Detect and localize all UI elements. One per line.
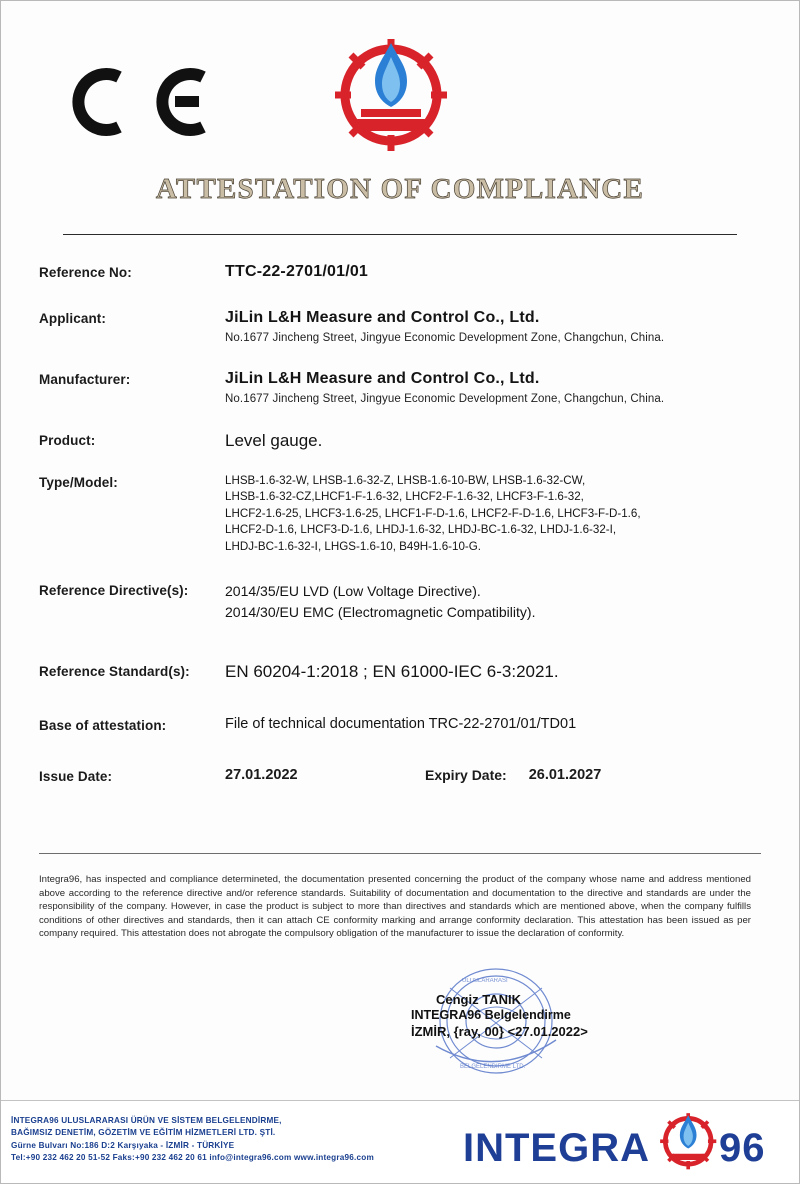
- signatory-organization: INTEGRA96 Belgelendirme: [411, 1008, 571, 1022]
- expiry-date-label: Expiry Date:: [425, 767, 507, 784]
- footer-logo-number: 96: [719, 1126, 766, 1170]
- type-model-line: LHCF2-D-1.6, LHCF3-D-1.6, LHDJ-1.6-32, LHDJ-BC-1.6-32, LHDJ-1.6-32-I,: [225, 523, 617, 537]
- applicant-address: No.1677 Jincheng Street, Jingyue Economic Development Zone, Changchun, China.: [225, 332, 665, 344]
- signatory-name: Cengiz TANIK: [436, 992, 521, 1007]
- issue-date-value: 27.01.2022: [225, 767, 298, 784]
- type-model-line: LHSB-1.6-32-CZ,LHCF1-F-1.6-32, LHCF2-F-1.6-32, LHCF3-F-1.6-32,: [225, 490, 584, 504]
- row-product: [1, 431, 799, 451]
- signature-area: [391, 966, 691, 1086]
- footer-logo-text: INTEGRA: [463, 1126, 650, 1170]
- applicant-label: Applicant:: [39, 311, 106, 326]
- manufacturer-label: Manufacturer:: [39, 372, 131, 387]
- row-type-model: [1, 473, 799, 555]
- expiry-date-value: 26.01.2027: [528, 767, 602, 784]
- reference-directives-label: Reference Directive(s):: [39, 583, 189, 599]
- issue-date-label: Issue Date:: [39, 768, 113, 784]
- reference-standards-value: EN 60204-1:2018 ; EN 61000-IEC 6-3:2021.: [225, 661, 559, 681]
- integra96-flame-gear-logo-icon: [331, 27, 451, 157]
- title-divider: [63, 234, 737, 235]
- type-model-line: LHCF2-1.6-25, LHCF3-1.6-25, LHCF1-F-D-1.6, LHCF2-F-D-1.6, LHCF3-F-D-1.6,: [225, 506, 641, 520]
- directive-line: 2014/30/EU EMC (Electromagnetic Compatibility).: [225, 603, 536, 620]
- footer-line: BAĞIMSIZ DENETİM, GÖZETİM VE EĞİTİM HİZMETLERİ LTD. ŞTİ.: [11, 1128, 276, 1138]
- product-label: Product:: [39, 433, 96, 448]
- fields-container: [1, 263, 799, 798]
- type-model-line: LHSB-1.6-32-W, LHSB-1.6-32-Z, LHSB-1.6-10-BW, LHSB-1.6-32-CW,: [225, 474, 586, 487]
- integra96-footer-logo-icon: [461, 1105, 791, 1179]
- footer-line: Tel:+90 232 462 20 51-52 Faks:+90 232 462 20 61 info@integra96.com www.integra96.com: [11, 1152, 374, 1162]
- document-footer: [1, 1100, 799, 1183]
- row-reference-standards: [1, 662, 799, 682]
- base-of-attestation-value: File of technical documentation TRC-22-2701/01/TD01: [225, 715, 577, 732]
- document-header: [1, 19, 799, 169]
- row-reference-no: [1, 263, 799, 281]
- manufacturer-value: [225, 370, 769, 405]
- footnote-text: Integra96, has inspected and compliance determineted, the documentation presented concerning the product of the company whose name and address mentioned above according to the reference directive and/or reference standards. Suitability of documentation and documentation to the directive and standards are under the responsibility of the company. However, in case the product is subject to more than directives and standards which are mentioned above, when the company fulfills conditions of other directives and standards, then it can attach CE conformity marking and arrange conformity declaration. This attestation has been issued as per company required. This attestation does not abrogate the compulsory obligation of the manufacturer to issue the declaration of conformity.: [39, 874, 751, 940]
- ce-mark-icon: [63, 57, 213, 147]
- reference-directives-value: [225, 581, 769, 622]
- signature-place-date: İZMİR, {ray, 00} <27.01.2022>: [411, 1024, 588, 1039]
- reference-no-value: TTC-22-2701/01/01: [225, 263, 369, 280]
- row-reference-directives: [1, 581, 799, 622]
- page-title: ATTESTATION OF COMPLIANCE: [155, 173, 645, 205]
- directive-line: 2014/35/EU LVD (Low Voltage Directive).: [225, 583, 481, 600]
- manufacturer-name: JiLin L&H Measure and Control Co., Ltd.: [225, 370, 540, 387]
- row-issue-expiry: [1, 767, 799, 784]
- footer-line: Gürne Bulvarı No:186 D:2 Karşıyaka - İZMİR - TÜRKİYE: [11, 1140, 235, 1150]
- manufacturer-address: No.1677 Jincheng Street, Jingyue Economic Development Zone, Changchun, China.: [225, 393, 665, 405]
- type-model-value: [225, 473, 769, 555]
- svg-text:ULUSLARARASI: ULUSLARARASI: [462, 978, 508, 984]
- document-title-wrap: [1, 173, 799, 206]
- row-applicant: [1, 309, 799, 344]
- footer-line: İNTEGRA96 ULUSLARARASI ÜRÜN VE SİSTEM BELGELENDİRME,: [11, 1116, 282, 1125]
- reference-standards-label: Reference Standard(s):: [39, 663, 190, 679]
- row-base-of-attestation: [1, 716, 799, 733]
- applicant-name: JiLin L&H Measure and Control Co., Ltd.: [225, 309, 540, 326]
- product-value: Level gauge.: [225, 431, 323, 450]
- footnote-divider: [39, 853, 761, 854]
- reference-no-label: Reference No:: [39, 265, 132, 280]
- base-of-attestation-label: Base of attestation:: [39, 717, 167, 733]
- svg-text:BELGELENDIRME LTD.: BELGELENDIRME LTD.: [460, 1064, 526, 1070]
- type-model-label: Type/Model:: [39, 475, 118, 490]
- type-model-line: LHDJ-BC-1.6-32-Ⅰ, LHGS-1.6-10, B49H-1.6-10-G.: [225, 539, 481, 553]
- footer-company-info: [11, 1115, 441, 1164]
- applicant-value: [225, 309, 769, 344]
- row-manufacturer: [1, 370, 799, 405]
